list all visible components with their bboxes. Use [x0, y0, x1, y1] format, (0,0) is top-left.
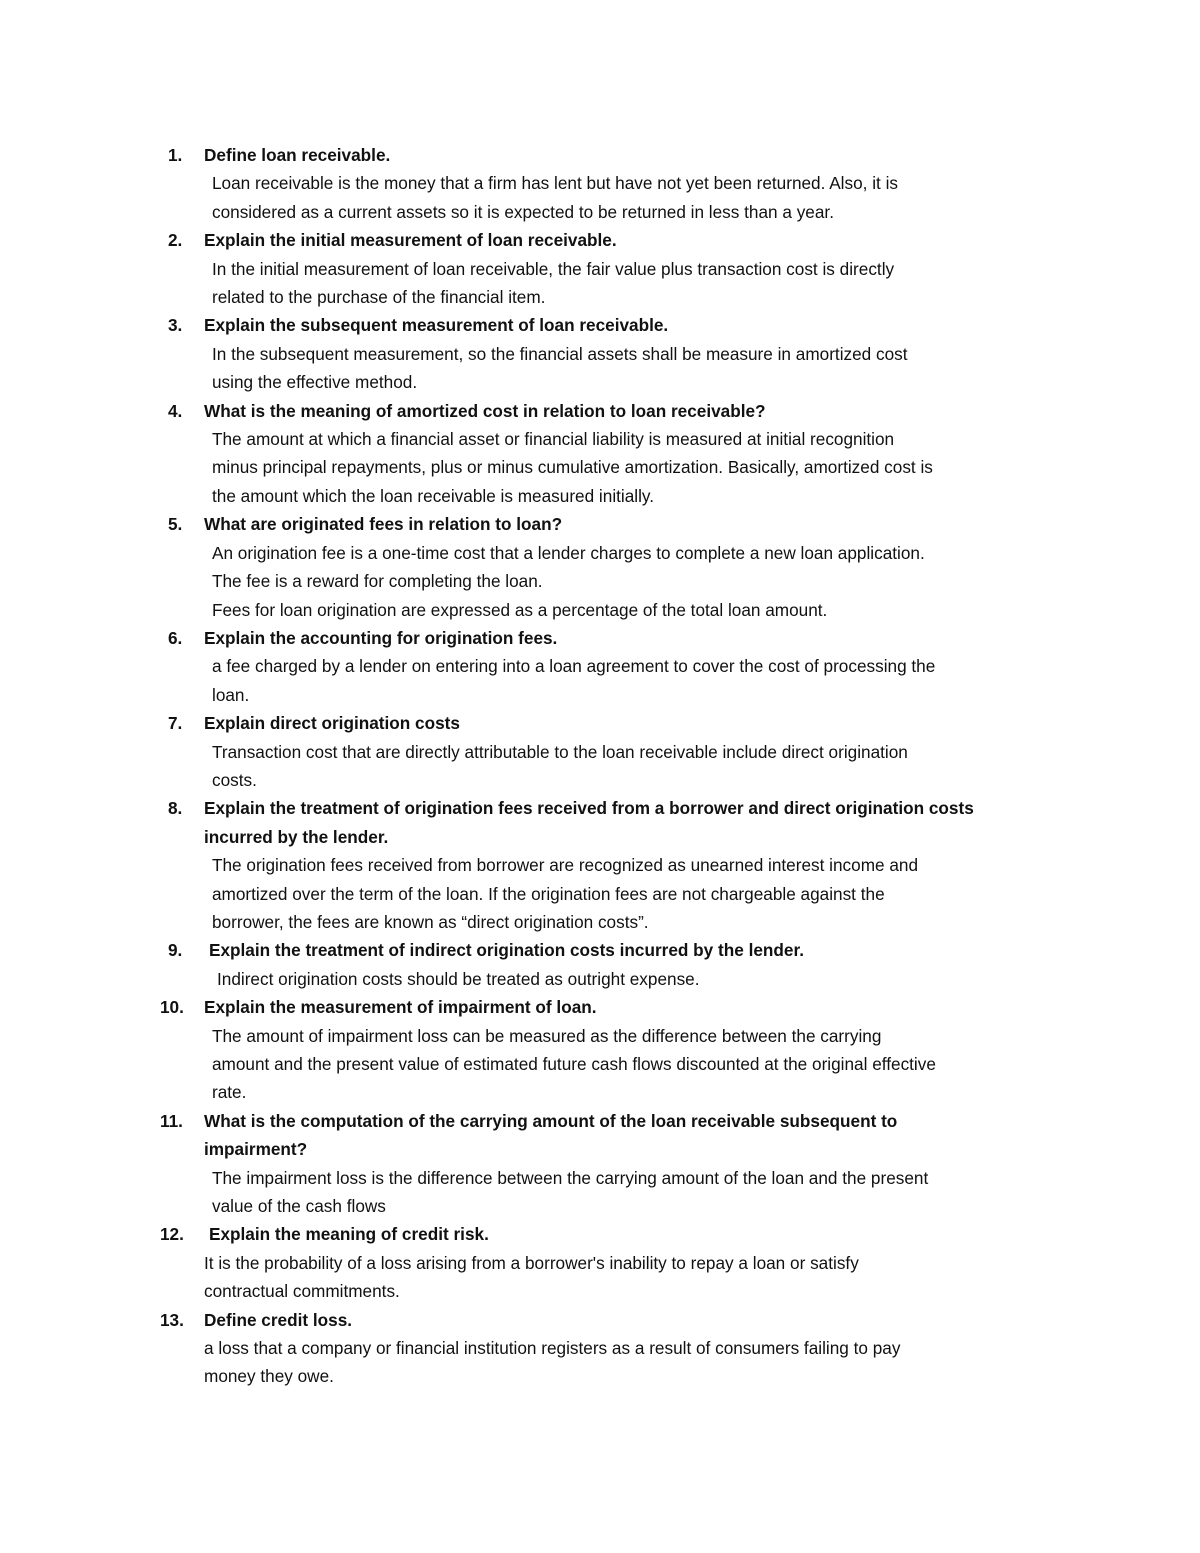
list-item: [160, 311, 1080, 396]
item-number: 3.: [168, 315, 183, 336]
question-text: What is the meaning of amortized cost in relation to loan receivable?: [204, 400, 766, 421]
question-text: What is the computation of the carrying amount of the loan receivable subsequent to impairment?: [204, 1110, 898, 1160]
answer-text: The amount of impairment loss can be measured as the difference between the carrying amount and the present value of estimated future cash flows discounted at the original effective rate.: [212, 1025, 936, 1103]
item-number: 10.: [160, 997, 184, 1018]
answer-text: In the initial measurement of loan receivable, the fair value plus transaction cost is directly related to the purchase of the financial item.: [212, 258, 895, 308]
answer-text: The amount at which a financial asset or financial liability is measured at initial recognition minus principal repayments, plus or minus cumulative amortization. Basically, amortized cost is the amount which the loan receivable is measured initially.: [212, 429, 933, 506]
question-text: Explain the accounting for origination fees.: [204, 627, 558, 648]
list-item: [160, 709, 1080, 794]
item-number: 5.: [168, 514, 183, 535]
list-item: [160, 141, 1080, 226]
item-number: 11.: [160, 1110, 183, 1131]
answer-text: The origination fees received from borrower are recognized as unearned interest income and amortized over the term of the loan. If the origination fees are not chargeable against the borrower, the fees are known as “direct origination costs”.: [212, 855, 919, 932]
item-number: 12.: [160, 1224, 184, 1245]
question-text: Explain direct origination costs: [204, 713, 460, 734]
answer-text: Transaction cost that are directly attributable to the loan receivable include direct origination costs.: [212, 741, 908, 790]
list-item: [160, 226, 1080, 311]
question-text: What are originated fees in relation to loan?: [204, 514, 563, 535]
answer-text: It is the probability of a loss arising from a borrower's inability to repay a loan or satisfy contractual commitments.: [204, 1252, 859, 1302]
item-number: 7.: [168, 713, 183, 734]
item-number: 1.: [168, 145, 183, 165]
answer-text: Indirect origination costs should be treated as outright expense.: [217, 968, 700, 989]
list-item: [160, 936, 1080, 993]
list-item: [160, 397, 1080, 511]
question-text: Explain the initial measurement of loan receivable.: [204, 230, 617, 251]
list-item: [160, 1107, 1080, 1221]
answer-text: a fee charged by a lender on entering into a loan agreement to cover the cost of processing the loan.: [212, 656, 936, 705]
answer-text: The impairment loss is the difference between the carrying amount of the loan and the present value of the cash flows: [212, 1167, 929, 1217]
list-item: [160, 510, 1080, 624]
question-text: Define credit loss.: [204, 1309, 353, 1330]
list-item: [160, 1220, 1080, 1305]
item-number: 9.: [168, 940, 183, 961]
question-text: Explain the meaning of credit risk.: [209, 1224, 489, 1245]
list-item: [160, 1306, 1080, 1391]
item-number: 4.: [168, 400, 183, 421]
question-text: Explain the measurement of impairment of loan.: [204, 997, 597, 1018]
question-text: Explain the treatment of indirect origination costs incurred by the lender.: [209, 940, 804, 961]
list-item: [160, 794, 1080, 936]
answer-text: An origination fee is a one-time cost that a lender charges to complete a new loan application. The fee is a reward for completing the loan. Fees for loan origination are expressed as a percentage of the total loan amount.: [212, 542, 925, 620]
answer-text: a loss that a company or financial institution registers as a result of consumers failing to pay money they owe.: [204, 1338, 901, 1387]
question-text: Define loan receivable.: [204, 145, 391, 165]
question-text: Explain the subsequent measurement of loan receivable.: [204, 315, 669, 336]
question-text: Explain the treatment of origination fees received from a borrower and direct origination costs incurred by the lender.: [204, 798, 974, 847]
item-number: 2.: [168, 230, 183, 251]
item-number: 13.: [160, 1309, 184, 1330]
answer-text: Loan receivable is the money that a firm has lent but have not yet been returned. Also, it is considered as a current assets so it is expected to be returned in less than a year.: [212, 173, 898, 222]
list-item: [160, 993, 1080, 1107]
item-number: 6.: [168, 627, 183, 648]
item-number: 8.: [168, 798, 183, 819]
answer-text: In the subsequent measurement, so the financial assets shall be measure in amortized cost using the effective method.: [212, 343, 908, 393]
list-item: [160, 624, 1080, 709]
question-answer-list: [160, 141, 1080, 1391]
